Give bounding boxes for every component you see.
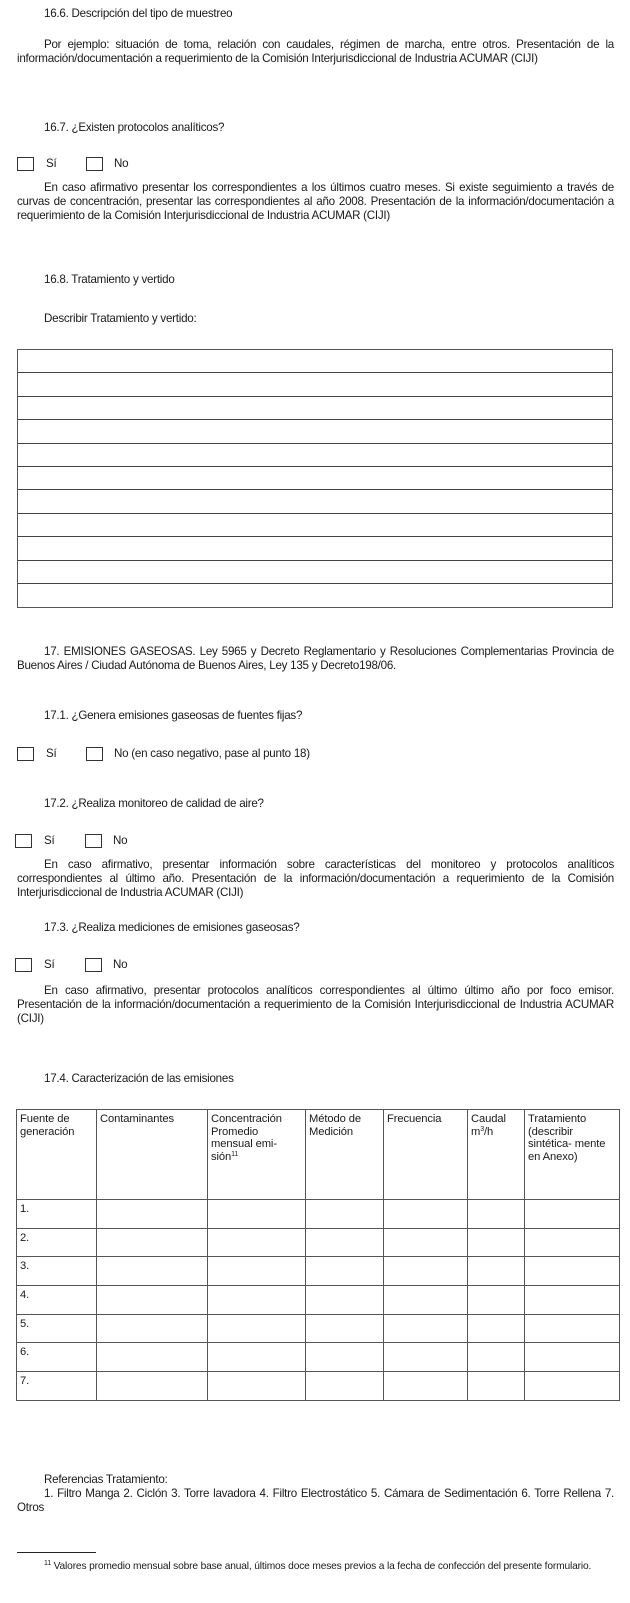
checkbox-yes-label: Sí [44,834,55,847]
row-number: 2. [17,1228,97,1257]
cell[interactable] [525,1200,620,1229]
cell[interactable] [468,1372,525,1401]
cell[interactable] [306,1314,384,1343]
col-concentracion-text: Concentración Promedio mensual emi- sión [211,1113,282,1163]
col-concentracion [208,1110,306,1200]
checkbox-no[interactable] [85,834,102,848]
section-17-4-heading: 17.4. Caracterización de las emisiones [44,1072,234,1085]
text-line[interactable] [18,537,612,560]
section-17-3-body: En caso afirmativo, presentar protocolos analíticos correspondientes al último último año por foco emisor. Presentación de la información/documentación a requerimiento de la Comisión Interjurisdiccional de Industria ACUMAR (CIJI) [17,984,614,1025]
table-row [17,1257,620,1286]
text-line[interactable] [18,444,612,467]
cell[interactable] [208,1286,306,1315]
text-line[interactable] [18,584,612,607]
text-line[interactable] [18,467,612,490]
table-row [17,1343,620,1372]
text-line[interactable] [18,350,612,373]
cell[interactable] [208,1228,306,1257]
cell[interactable] [97,1343,208,1372]
text-line[interactable] [18,514,612,537]
text-line[interactable] [18,397,612,420]
cell[interactable] [468,1228,525,1257]
footnote [17,1560,614,1573]
table-header-row [17,1110,620,1200]
references-body: 1. Filtro Manga 2. Ciclón 3. Torre lavadora 4. Filtro Electrostático 5. Cámara de Sedimentación 6. Torre Rellena 7. Otros [17,1487,614,1514]
cell[interactable] [468,1286,525,1315]
section-16-7-heading: 16.7. ¿Existen protocolos analíticos? [44,121,225,134]
cell[interactable] [208,1257,306,1286]
references-title: Referencias Tratamiento: [44,1473,168,1486]
cell[interactable] [97,1314,208,1343]
text-line[interactable] [18,490,612,513]
footnote-divider [17,1552,96,1553]
checkbox-no[interactable] [86,747,103,761]
text-line[interactable] [18,420,612,443]
row-number: 6. [17,1343,97,1372]
cell[interactable] [306,1257,384,1286]
section-17-1-heading: 17.1. ¿Genera emisiones gaseosas de fuentes fijas? [44,709,303,722]
cell[interactable] [306,1200,384,1229]
cell[interactable] [384,1372,468,1401]
section-17-body: 17. EMISIONES GASEOSAS. Ley 5965 y Decreto Reglamentario y Resoluciones Complementarias Provincia de Buenos Aires / Ciudad Autónoma de Buenos Aires, Ley 135 y Decreto198/06. [17,645,614,672]
section-16-6-heading: 16.6. Descripción del tipo de muestreo [44,7,233,20]
col-caudal [468,1110,525,1200]
table-row [17,1314,620,1343]
cell[interactable] [97,1286,208,1315]
footnote-mark: 11 [44,1560,51,1567]
col-fuente: Fuente de generación [17,1110,97,1200]
cell[interactable] [525,1257,620,1286]
text-line[interactable] [18,561,612,584]
checkbox-yes[interactable] [15,834,32,848]
checkbox-yes-label: Sí [46,747,57,760]
cell[interactable] [468,1343,525,1372]
cell[interactable] [208,1200,306,1229]
checkbox-no[interactable] [86,157,103,171]
cell[interactable] [97,1257,208,1286]
table-row [17,1286,620,1315]
cell[interactable] [306,1228,384,1257]
cell[interactable] [208,1314,306,1343]
section-17-2-body: En caso afirmativo, presentar información sobre características del monitoreo y protocolos analíticos correspondientes al último año. Presentación de la información/documentación a requerimiento de la Comisión Interjurisdiccional de Industria ACUMAR (CIJI) [17,858,614,899]
row-number: 3. [17,1257,97,1286]
emissions-table [16,1109,620,1401]
table-row [17,1372,620,1401]
cell[interactable] [384,1200,468,1229]
footnote-ref: 11 [231,1150,239,1158]
col-metodo: Método de Medición [306,1110,384,1200]
col-tratamiento: Tratamiento (describir sintética- mente en Anexo) [525,1110,620,1200]
table-row [17,1228,620,1257]
section-16-8-prompt: Describir Tratamiento y vertido: [44,312,197,325]
checkbox-yes[interactable] [15,958,32,972]
section-17-2-heading: 17.2. ¿Realiza monitoreo de calidad de aire? [44,797,264,810]
cell[interactable] [306,1372,384,1401]
checkbox-yes[interactable] [17,157,34,171]
checkbox-no[interactable] [85,958,102,972]
row-number: 1. [17,1200,97,1229]
checkbox-yes-label: Sí [46,157,57,170]
footnote-text: Valores promedio mensual sobre base anual, últimos doce meses previos a la fecha de confección del presente formulario. [53,1561,592,1572]
cell[interactable] [525,1343,620,1372]
cell[interactable] [525,1372,620,1401]
cell[interactable] [384,1343,468,1372]
row-number: 4. [17,1286,97,1315]
checkbox-no-label: No [113,834,128,847]
cell[interactable] [384,1286,468,1315]
checkbox-no-label: No (en caso negativo, pase al punto 18) [114,747,310,760]
cell[interactable] [97,1372,208,1401]
col-caudal-exponent: 3 [480,1125,485,1133]
col-caudal-unit: /h [484,1125,494,1138]
cell[interactable] [97,1200,208,1229]
section-16-6-body: Por ejemplo: situación de toma, relación con caudales, régimen de marcha, entre otros. Presentación de la información/documentación a requerimiento de la Comisión Interjurisdiccional de Industria ACUMAR (CIJI) [17,38,614,65]
cell[interactable] [468,1314,525,1343]
cell[interactable] [468,1200,525,1229]
checkbox-no-label: No [113,958,128,971]
text-line[interactable] [18,373,612,396]
cell[interactable] [306,1343,384,1372]
cell[interactable] [525,1228,620,1257]
cell[interactable] [384,1228,468,1257]
checkbox-yes-label: Sí [44,958,55,971]
section-16-7-body: En caso afirmativo presentar los correspondientes a los últimos cuatro meses. Si existe seguimiento a través de curvas de concentración, presentar las correspondientes al año 2008. Presentación de la información/documentación a requerimiento de la Comisión Interjurisdiccional de Industria ACUMAR (CIJI) [17,181,614,222]
cell[interactable] [97,1228,208,1257]
cell[interactable] [525,1314,620,1343]
cell[interactable] [384,1314,468,1343]
cell[interactable] [208,1343,306,1372]
cell[interactable] [306,1286,384,1315]
col-contaminantes: Contaminantes [97,1110,208,1200]
cell[interactable] [525,1286,620,1315]
section-17-3-heading: 17.3. ¿Realiza mediciones de emisiones gaseosas? [44,921,300,934]
row-number: 5. [17,1314,97,1343]
checkbox-no-label: No [114,157,129,170]
checkbox-yes[interactable] [17,747,34,761]
col-frecuencia: Frecuencia [384,1110,468,1200]
cell[interactable] [208,1372,306,1401]
col-caudal-text: Caudal m [471,1113,506,1138]
treatment-description-box[interactable] [17,349,613,608]
cell[interactable] [468,1257,525,1286]
section-16-8-heading: 16.8. Tratamiento y vertido [44,273,175,286]
row-number: 7. [17,1372,97,1401]
table-row [17,1200,620,1229]
cell[interactable] [384,1257,468,1286]
